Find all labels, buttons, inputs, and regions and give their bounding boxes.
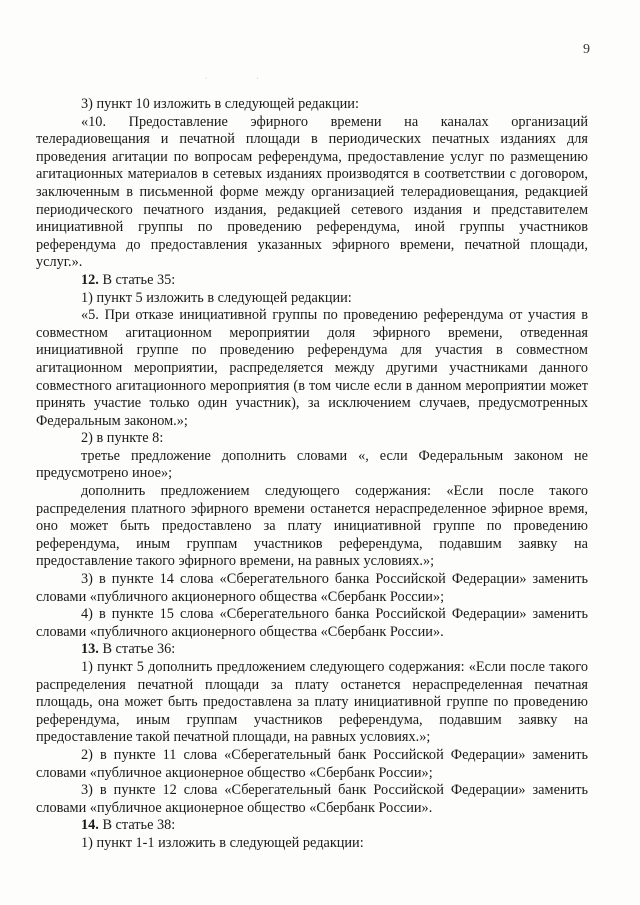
paragraph: 1) пункт 1-1 изложить в следующей редакции: — [81, 834, 364, 851]
paragraph: «10. Предоставление эфирного времени на каналах организаций телерадиовещания и печатной площади в периодических печатных изданиях для проведения агитации по вопросам референдума, предоставление услуг по размещению агитационных материалов в сетевых изданиях производятся в соответствии с договором, заключенным в письменной форме между организацией телерадиовещания, редакцией периодического печатного издания, редакцией сетевого издания и представителем инициативной группы по проведению референдума, иной группы участников референдума до предоставления указанных эфирного времени, печатной площади, услуг.». — [36, 113, 588, 271]
paragraph: 2) в пункте 8: — [81, 430, 164, 447]
paragraph: 3) в пункте 14 слова «Сберегательного банка Российской Федерации» заменить словами «публичного акционерного общества «Сбербанк России»; — [36, 571, 588, 605]
section-number: 13. — [81, 641, 99, 658]
paragraph: 2) в пункте 11 слова «Сберегательный банк Российской Федерации» заменить словами «публичное акционерное общество «Сбербанк России»; — [36, 746, 588, 781]
section-number: 12. — [81, 271, 99, 288]
paragraph: 1) пункт 5 изложить в следующей редакции: — [81, 289, 352, 306]
paragraph: 3) пункт 10 изложить в следующей редакции: — [81, 96, 359, 112]
section-heading-text: В статье 38: — [98, 817, 176, 834]
section-heading-text: В статье 35: — [98, 271, 176, 288]
section-heading — [36, 817, 588, 835]
page-number: 9 — [583, 42, 590, 57]
paragraph: третье предложение дополнить словами «, если Федеральным законом не предусмотрено иное»; — [36, 447, 588, 482]
scan-specks: · · — [205, 76, 283, 82]
section-heading-text: В статье 36: — [98, 641, 176, 658]
paragraph: дополнить предложением следующего содержания: «Если после такого распределения платного эфирного времени останется нераспределенное эфирное время, оно может быть предоставлено за плату инициативной группе по проведению референдума, иным группам участников референдума, подавшим заявку на предоставление такого эфирного времени, на равных условиях.»; — [36, 483, 588, 570]
paragraph: «5. При отказе инициативной группы по проведению референдума от участия в совместном агитационном мероприятии доля эфирного времени, отведенная инициативной группе по проведению референдума для участия в совместном агитационном мероприятии, распределяется между другими участниками данного совместного агитационного мероприятия (в том числе если в данном мероприятии может принять участие только один участник), за исключением случаев, предусмотренных Федеральным законом.»; — [36, 307, 588, 429]
paragraph: 4) в пункте 15 слова «Сберегательного банка Российской Федерации» заменить словами «публичного акционерного общества «Сбербанк России». — [36, 606, 588, 640]
paragraph: 3) в пункте 12 слова «Сберегательный банк Российской Федерации» заменить словами «публичное акционерное общество «Сбербанк России». — [36, 782, 588, 816]
paragraph: 1) пункт 5 дополнить предложением следующего содержания: «Если после такого распределения печатной площади за плату останется нераспределенная печатная площадь, она может быть предоставлена за плату инициативной группе по проведению референдума, иным группам участников референдума, подавшим заявку на предоставление такой печатной площади, на равных условиях.»; — [36, 659, 588, 746]
section-heading — [36, 272, 588, 290]
document-body — [36, 96, 588, 853]
section-number: 14. — [81, 817, 99, 834]
section-heading — [36, 641, 588, 659]
